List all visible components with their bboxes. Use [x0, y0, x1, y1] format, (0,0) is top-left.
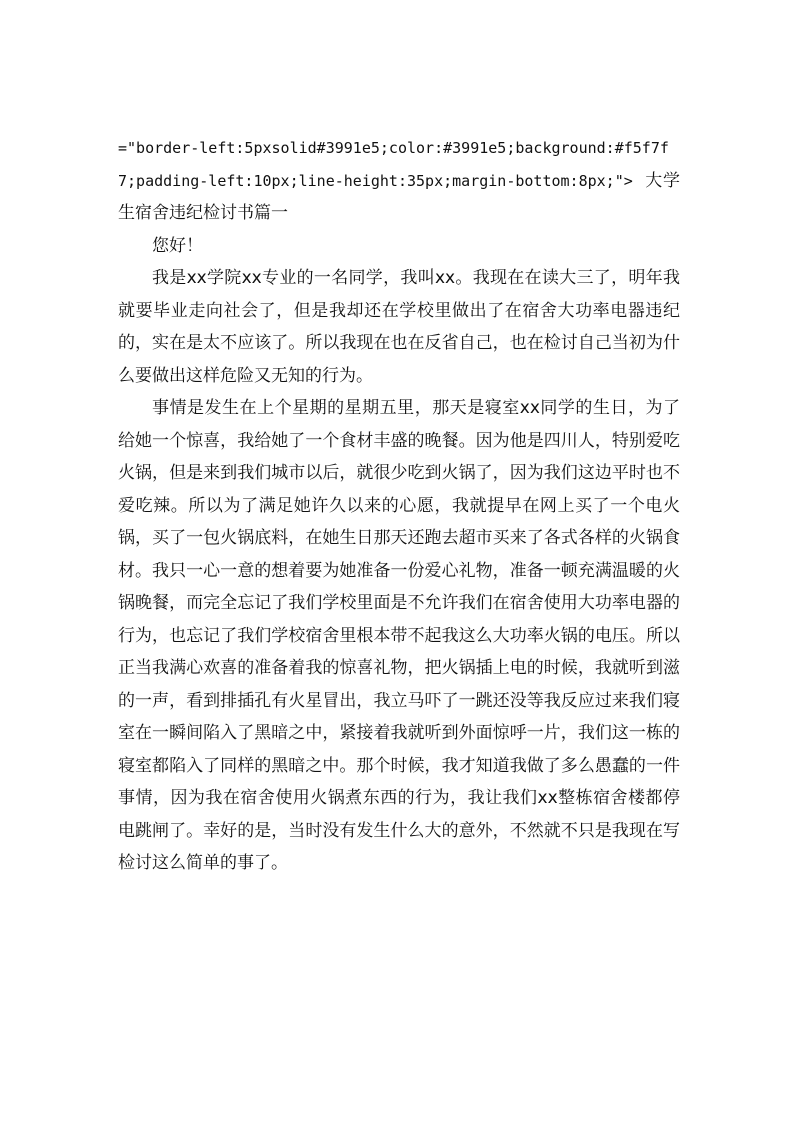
css-code-snippet: ="border-left:5pxsolid#3991e5;color:#3991e5;background:#f5f7f7;padding-left:10px;line-height:35px;margin-bottom:8px;">: [118, 139, 669, 190]
paragraph-incident: 事情是发生在上个星期的星期五里，那天是寝室xx同学的生日，为了给她一个惊喜，我给她了一个食材丰盛的晚餐。因为他是四川人，特别爱吃火锅，但是来到我们城市以后，就很少吃到火锅了，因为我们这边平时也不爱吃辣。所以为了满足她许久以来的心愿，我就提早在网上买了一个电火锅，买了一包火锅底料，在她生日那天还跑去超市买来了各式各样的火锅食材。我只一心一意的想着要为她准备一份爱心礼物，准备一顿充满温暖的火锅晚餐，而完全忘记了我们学校里面是不允许我们在宿舍使用大功率电器的行为，也忘记了我们学校宿舍里根本带不起我这么大功率火锅的电压。所以正当我满心欢喜的准备着我的惊喜礼物，把火锅插上电的时候，我就听到滋的一声，看到排插孔有火星冒出，我立马吓了一跳还没等我反应过来我们寝室在一瞬间陷入了黑暗之中，紧接着我就听到外面惊呼一片，我们这一栋的寝室都陷入了同样的黑暗之中。那个时候，我才知道我做了多么愚蠢的一件事情，因为我在宿舍使用火锅煮东西的行为，我让我们xx整栋宿舍楼都停电跳闸了。幸好的是，当时没有发生什么大的意外，不然就不只是我现在写检讨这么简单的事了。: [118, 398, 680, 873]
document-title: 大学生宿舍违纪检讨书篇一: [118, 170, 681, 223]
salutation: 您好！: [152, 235, 203, 256]
document-body: [118, 132, 680, 880]
header-line: [118, 132, 680, 230]
paragraph-intro: 我是xx学院xx专业的一名同学，我叫xx。我现在在读大三了，明年我就要毕业走向社会了，但是我却还在学校里做出了在宿舍大功率电器违纪的，实在是太不应该了。所以我现在也在反省自己，也在检讨自己当初为什么要做出这样危险又无知的行为。: [118, 268, 680, 386]
